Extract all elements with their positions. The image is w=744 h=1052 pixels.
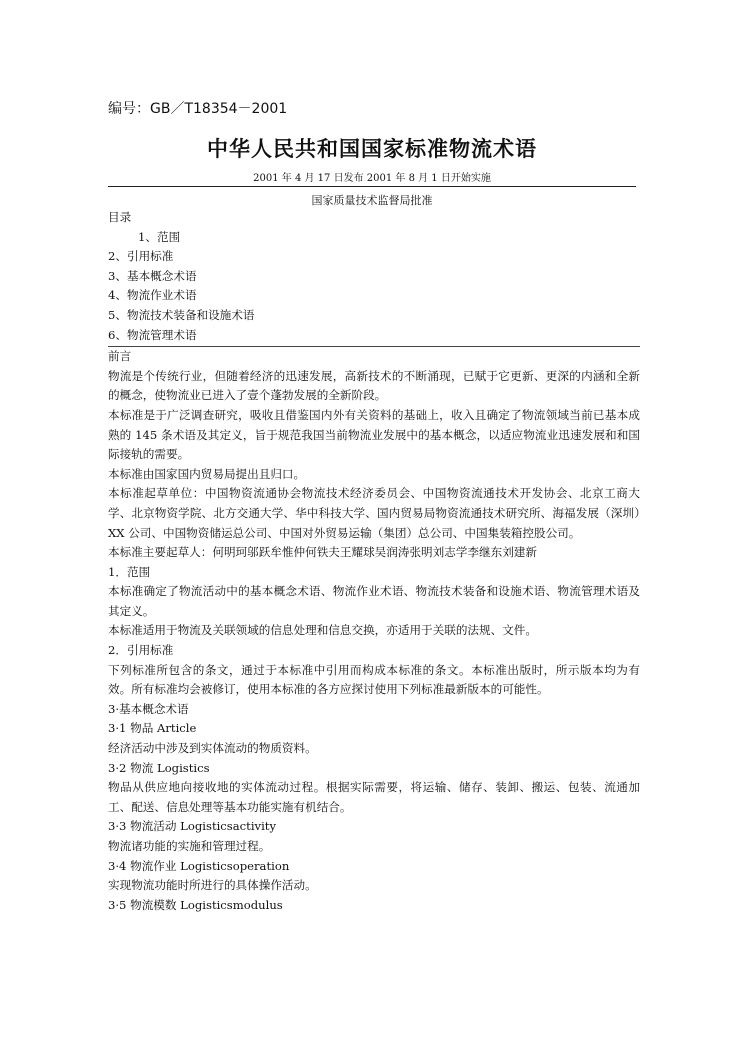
section-paragraph: 下列标准所包含的条文，通过于本标准中引用而构成本标准的条文。本标准出版时，所示版本均为有效。所有标准均会被修订，使用本标准的各方应探讨使用下列标准最新版本的可能性。: [108, 662, 640, 697]
toc-item-5: 5、物流技术装备和设施术语: [108, 307, 255, 322]
header-rule: [108, 186, 636, 187]
foreword-paragraph: 本标准起草单位：中国物资流通协会物流技术经济委员会、中国物资流通技术开发协会、北京工商大学、北京物资学院、北方交通大学、华中科技大学、国内贸易局物资流通技术研究所、海福发展（深圳）XX 公司、中国物资储运总公司、中国对外贸易运输（集团）总公司、中国集装箱控股公司。: [108, 486, 640, 540]
foreword-paragraph: 本标准主要起草人：何明珂邬跃牟惟仲何铁夫王耀球吴润涛张明刘志学李继东刘建新: [108, 545, 537, 560]
toc-item-4: 4、物流作业术语: [108, 288, 197, 303]
term-definition: 实现物流功能时所进行的具体操作活动。: [108, 878, 317, 893]
term-definition: 经济活动中涉及到实体流动的物质资料。: [108, 741, 317, 756]
publish-dates: 2001 年 4 月 17 日发布 2001 年 8 月 1 日开始实施: [253, 173, 491, 184]
section-heading: 2．引用标准: [108, 643, 174, 658]
foreword-paragraph: 本标准是于广泛调查研究，吸收且借鉴国内外有关资料的基础上，收入且确定了物流领域当前已基本成熟的 145 条术语及其定义，旨于规范我国当前物流业发展中的基本概念，以适应物流业迅速发展和和国际接轨的需要。: [108, 407, 640, 462]
term-heading: 3·2 物流 Logistics: [108, 760, 210, 775]
document-title: 中华人民共和国国家标准物流术语: [207, 137, 537, 161]
toc-item-2: 2、引用标准: [108, 249, 174, 264]
term-heading: 3·3 物流活动 Logisticsactivity: [108, 819, 276, 834]
foreword-heading: 前言: [108, 349, 132, 364]
section-heading: 1．范围: [108, 564, 151, 579]
term-definition: 物流诸功能的实施和管理过程。: [108, 839, 271, 853]
approval-line: 国家质量技术监督局批准: [311, 194, 433, 207]
term-heading: 3·1 物品 Article: [108, 721, 197, 736]
toc-item-3: 3、基本概念术语: [108, 268, 197, 283]
section-heading: 3·基本概念术语: [108, 701, 189, 716]
toc-item-6: 6、物流管理术语: [108, 327, 197, 342]
section-paragraph: 本标准确定了物流活动中的基本概念术语、物流作业术语、物流技术装备和设施术语、物流管理术语及其定义。: [108, 584, 640, 618]
toc-heading: 目录: [108, 210, 132, 224]
term-heading: 3·4 物流作业 Logisticsoperation: [108, 858, 290, 873]
section-paragraph: 本标准适用于物流及关联领域的信息处理和信息交换，亦适用于关联的法规、文件。: [108, 623, 537, 638]
term-definition: 物品从供应地向接收地的实体流动过程。根据实际需要，将运输、储存、装卸、搬运、包装、流通加工、配送、信息处理等基本功能实施有机结合。: [108, 780, 640, 814]
standard-code: 编号：GB／T18354－2001: [108, 101, 288, 117]
foreword-paragraph: 本标准由国家国内贸易局提出且归口。: [108, 466, 306, 481]
foreword-paragraph: 物流是个传统行业，但随着经济的迅速发展，高新技术的不断涌现，已赋于它更新、更深的内涵和全新的概念，使物流业已进入了壹个蓬勃发展的全新阶段。: [108, 368, 640, 403]
toc-item-1: 1、范围: [138, 229, 181, 244]
document-body: [108, 208, 640, 915]
term-heading: 3·5 物流模数 Logisticsmodulus: [108, 897, 283, 912]
